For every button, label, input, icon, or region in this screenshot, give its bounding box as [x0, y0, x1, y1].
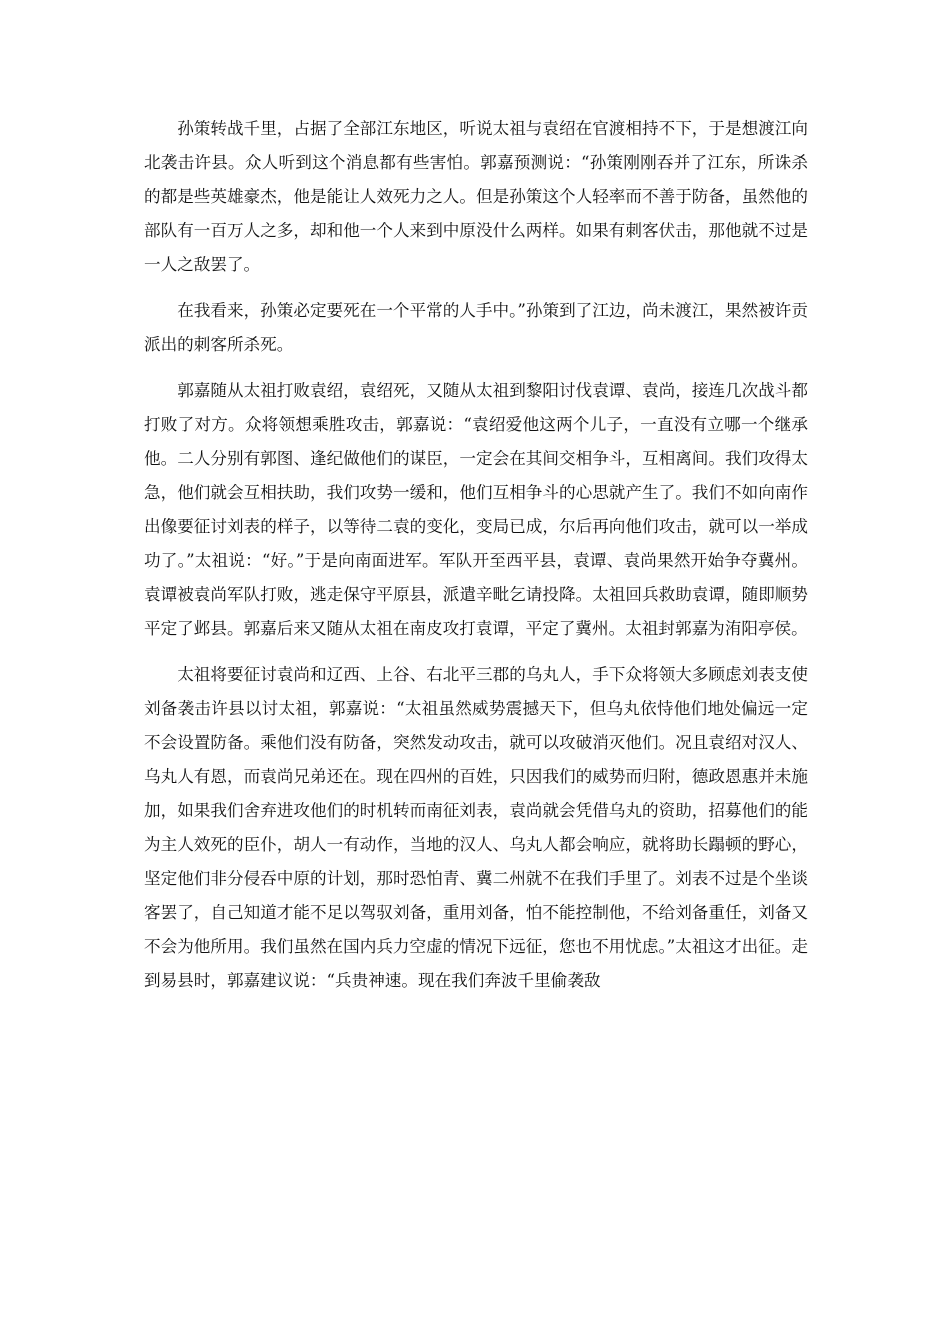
paragraph-2: 在我看来，孙策必定要死在一个平常的人手中。”孙策到了江边，尚未渡江，果然被许贡派出的刺客所杀死。 [144, 301, 808, 354]
paragraph-4: 太祖将要征讨袁尚和辽西、上谷、右北平三郡的乌丸人，手下众将领大多顾虑刘表支使刘备袭击许县以讨太祖，郭嘉说：“太祖虽然威势震撼天下，但乌丸依恃他们地处偏远一定不会设置防备。乘他们没有防备，突然发动攻击，就可以攻破消灭他们。况且袁绍对汉人、乌丸人有恩，而袁尚兄弟还在。现在四州的百姓，只因我们的威势而归附，德政恩惠并未施加，如果我们舍弃进攻他们的时机转而南征刘表，袁尚就会凭借乌丸的资助，招募他们的能为主人效死的臣仆，胡人一有动作，当地的汉人、乌丸人都会响应，就将助长蹋顿的野心，坚定他们非分侵吞中原的计划，那时恐怕青、冀二州就不在我们手里了。刘表不过是个坐谈客罢了，自己知道才能不足以驾驭刘备，重用刘备，怕不能控制他，不给刘备重任，刘备又不会为他所用。我们虽然在国内兵力空虚的情况下远征，您也不用忧虑。”太祖这才出征。走到易县时，郭嘉建议说：“兵贵神速。现在我们奔波千里偷袭敌 [144, 665, 808, 990]
document-page [144, 112, 808, 1010]
paragraph-1: 孙策转战千里，占据了全部江东地区，听说太祖与袁绍在官渡相持不下，于是想渡江向北袭击许县。众人听到这个消息都有些害怕。郭嘉预测说：“孙策刚刚吞并了江东，所诛杀的都是些英雄豪杰，他是能让人效死力之人。但是孙策这个人轻率而不善于防备，虽然他的部队有一百万人之多，却和他一个人来到中原没什么两样。如果有刺客伏击，那他就不过是一人之敌罢了。 [144, 119, 808, 274]
paragraph-3: 郭嘉随从太祖打败袁绍，袁绍死，又随从太祖到黎阳讨伐袁谭、袁尚，接连几次战斗都打败了对方。众将领想乘胜攻击，郭嘉说：“袁绍爱他这两个儿子，一直没有立哪一个继承他。二人分别有郭图、逢纪做他们的谋臣，一定会在其间交相争斗，互相离间。我们攻得太急，他们就会互相扶助，我们攻势一缓和，他们互相争斗的心思就产生了。我们不如向南作出像要征讨刘表的样子，以等待二袁的变化，变局已成，尔后再向他们攻击，就可以一举成功了。”太祖说：“好。”于是向南面进军。军队开至西平县，袁谭、袁尚果然开始争夺冀州。袁谭被袁尚军队打败，逃走保守平原县，派遣辛毗乞请投降。太祖回兵救助袁谭，随即顺势平定了邺县。郭嘉后来又随从太祖在南皮攻打袁谭，平定了冀州。太祖封郭嘉为洧阳亭侯。 [144, 381, 808, 638]
